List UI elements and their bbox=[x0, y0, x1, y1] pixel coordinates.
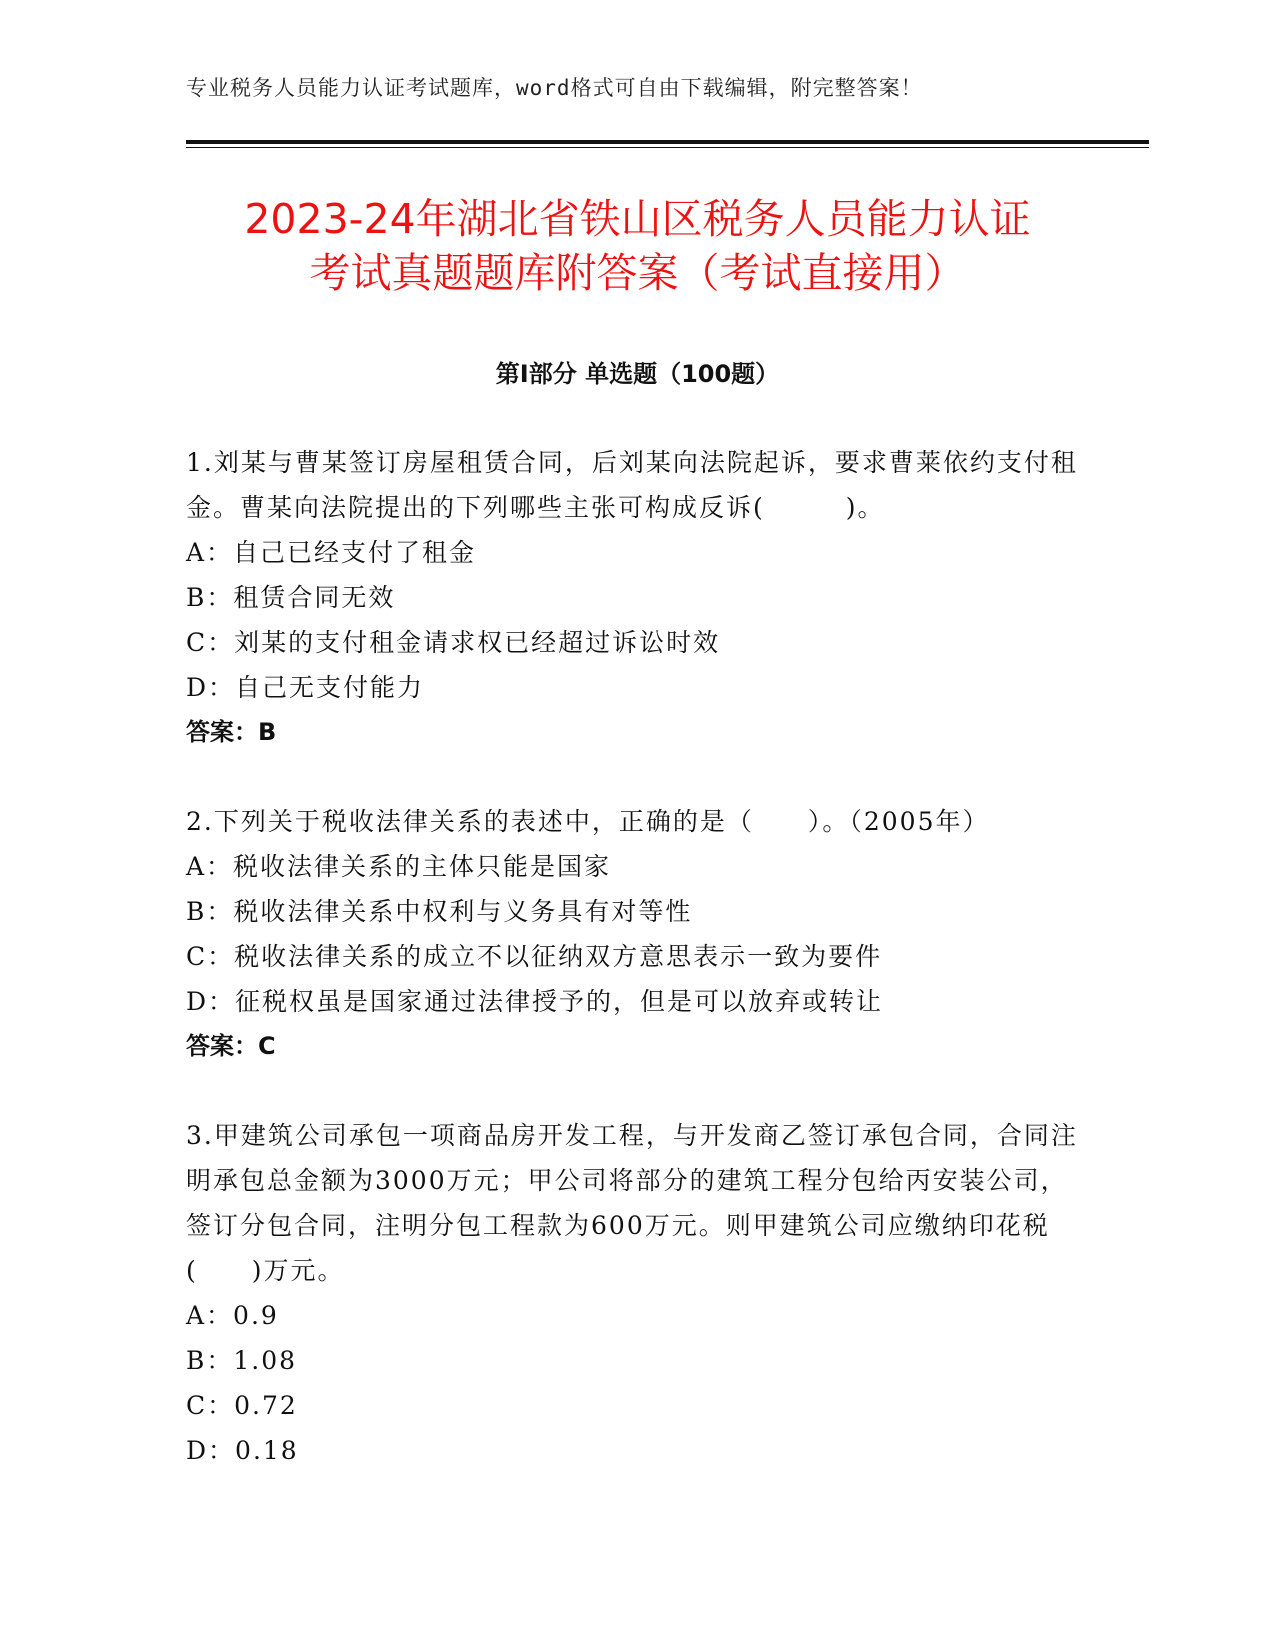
option-d: D：自己无支付能力 bbox=[186, 673, 425, 702]
question-list bbox=[186, 440, 1086, 1517]
option-b: B：税收法律关系中权利与义务具有对等性 bbox=[186, 897, 693, 926]
option-d: D：征税权虽是国家通过法律授予的，但是可以放弃或转让 bbox=[186, 987, 884, 1016]
title-line-1: 2023-24年湖北省铁山区税务人员能力认证 bbox=[244, 195, 1031, 243]
header-divider-thin bbox=[186, 147, 1149, 148]
title-line-2: 考试真题题库附答案（考试直接用） bbox=[309, 249, 966, 297]
page-header: 专业税务人员能力认证考试题库，word格式可自由下载编辑，附完整答案！ bbox=[186, 76, 923, 100]
question-3 bbox=[186, 1113, 1086, 1473]
question-stem: 2.下列关于税收法律关系的表述中，正确的是（ ）。（2005年） bbox=[186, 807, 990, 836]
question-2 bbox=[186, 799, 1086, 1069]
question-stem: 3.甲建筑公司承包一项商品房开发工程，与开发商乙签订承包合同，合同注明承包总金额为3000万元；甲公司将部分的建筑工程分包给丙安装公司，签订分包合同，注明分包工程款为600万元。则甲建筑公司应缴纳印花税( )万元。 bbox=[186, 1121, 1078, 1285]
option-c: C：刘某的支付租金请求权已经超过诉讼时效 bbox=[186, 628, 721, 657]
option-c: C：税收法律关系的成立不以征纳双方意思表示一致为要件 bbox=[186, 942, 883, 971]
section-title: 第Ⅰ部分 单选题（100题） bbox=[495, 360, 780, 388]
answer: 答案：B bbox=[186, 718, 277, 746]
option-c: C：0.72 bbox=[186, 1391, 298, 1420]
option-a: A：自己已经支付了租金 bbox=[186, 538, 477, 567]
question-stem: 1.刘某与曹某签订房屋租赁合同，后刘某向法院起诉，要求曹莱依约支付租金。曹某向法院提出的下列哪些主张可构成反诉( )。 bbox=[186, 448, 1078, 522]
option-b: B：1.08 bbox=[186, 1346, 298, 1375]
question-1 bbox=[186, 440, 1086, 755]
option-d: D：0.18 bbox=[186, 1436, 299, 1465]
option-a: A：0.9 bbox=[186, 1301, 279, 1330]
header-divider-thick bbox=[186, 140, 1149, 144]
option-a: A：税收法律关系的主体只能是国家 bbox=[186, 852, 612, 881]
answer: 答案：C bbox=[186, 1032, 276, 1060]
option-b: B：租赁合同无效 bbox=[186, 583, 396, 612]
document-title bbox=[186, 192, 1089, 300]
